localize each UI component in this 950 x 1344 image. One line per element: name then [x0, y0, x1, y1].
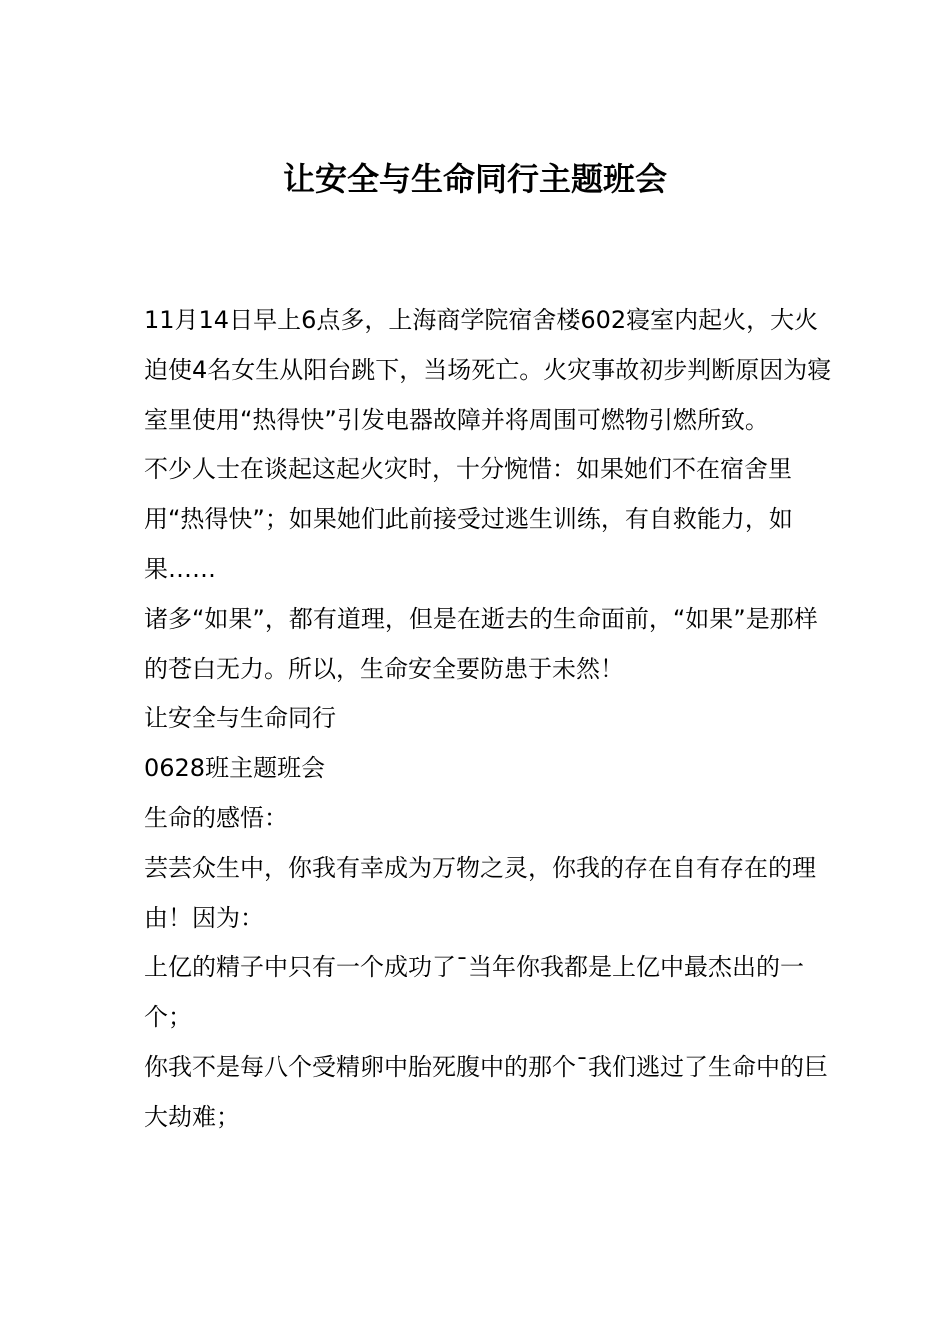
paragraph-existence: 芸芸众生中，你我有幸成为万物之灵，你我的存在自有存在的理由！因为： [144, 853, 816, 932]
paragraph-prevention: 诸多“如果”，都有道理，但是在逝去的生命面前，“如果”是那样的苍白无力。所以，生命安全要防患于未然！ [144, 604, 818, 683]
document-body [144, 296, 834, 1143]
document-title: 让安全与生命同行主题班会 [282, 160, 667, 198]
paragraph-sperm: 上亿的精子中只有一个成功了¯当年你我都是上亿中最杰出的一个； [144, 953, 804, 1032]
paragraph-regret: 不少人士在谈起这起火灾时，十分惋惜：如果她们不在宿舍里用“热得快”；如果她们此前接受过逃生训练，有自救能力，如果…… [144, 455, 793, 583]
paragraph-fire-incident: 11月14日早上6点多，上海商学院宿舍楼602寝室内起火，大火迫使4名女生从阳台跳下，当场死亡。火灾事故初步判断原因为寝室里使用“热得快”引发电器故障并将周围可燃物引燃所致。 [144, 306, 832, 434]
paragraph-class-meeting: 0628班主题班会 [144, 754, 326, 783]
paragraph-embryo: 你我不是每八个受精卵中胎死腹中的那个¯我们逃过了生命中的巨大劫难； [144, 1052, 828, 1131]
paragraph-subtitle: 让安全与生命同行 [144, 704, 336, 733]
paragraph-life-insight-heading: 生命的感悟： [144, 803, 288, 832]
